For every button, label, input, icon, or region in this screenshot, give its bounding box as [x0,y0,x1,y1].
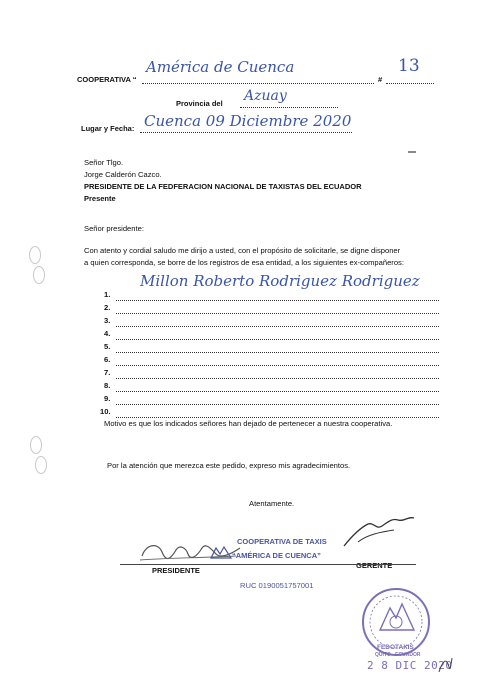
list-item: 5. [104,342,439,354]
binder-hole-middle [33,266,45,284]
date-stamp: 2 8 DIC 2020 [367,659,453,672]
binder-hole-top [29,246,41,264]
addressee-name: Jorge Calderón Cazco. [84,170,162,179]
atentamente-text: Atentamente. [249,499,295,508]
addressee-presente: Presente [84,194,116,203]
seal-name: FEDOTAXIS [377,644,414,651]
list-item: 8. [104,381,439,393]
seal-city: QUITO - ECUADOR [375,652,421,658]
lugar-fecha-line [140,132,352,133]
gerente-signature [338,512,418,552]
binder-hole-lower [30,436,42,454]
stamp-logo-icon [210,545,232,559]
list-item: 7. [104,368,439,380]
provincia-label: Provincia del [176,99,223,108]
margin-mark [408,147,416,153]
paragraph-line-1: Con atento y cordial saludo me dirijo a usted, con el propósito de solicitarle, se digne disponer [84,246,401,255]
number-label: # [378,75,383,84]
number-line [386,83,434,84]
binder-hole-bottom [35,456,47,474]
presidente-label: PRESIDENTE [152,566,200,575]
cooperativa-line [142,83,374,84]
stamp-cooperativa-line2: “AMÉRICA DE CUENCA” [232,551,321,560]
salutation: Señor presidente: [84,224,144,233]
list-item: 10. [100,407,439,419]
list-item: 3. [104,316,439,328]
date-stamp-initials [436,654,454,676]
list-item: 9. [104,394,439,406]
addressee-position: PRESIDENTE DE LA FEDFERACION NACIONAL DE TAXISTAS DEL ECUADOR [84,182,362,191]
provincia-line [240,107,338,108]
gerente-label: GERENTE [356,561,393,570]
lugar-fecha-handwritten: Cuenca 09 Diciembre 2020 [144,112,352,130]
signature-line [120,564,416,565]
provincia-handwritten: Azuay [244,88,287,104]
motivo-text: Motivo es que los indicados señores han dejado de pertenecer a nuestra cooperativa. [104,419,393,428]
paragraph-line-2: a quien corresponda, se borre de los registros de esa entidad, a los siguientes ex-compañeros: [84,258,404,267]
list-entry-1-handwritten: Millon Roberto Rodriguez Rodriguez [140,272,420,290]
addressee-title: Señor Tlgo. [84,158,124,167]
cooperativa-handwritten: América de Cuenca [146,58,295,76]
list-item: 2. [104,303,439,315]
stamp-ruc: RUC 0190051757001 [240,581,314,590]
lugar-fecha-label: Lugar y Fecha: [81,124,135,133]
number-handwritten: 13 [398,56,420,76]
closing-text: Por la atención que merezca este pedido, expreso mis agradecimientos. [107,461,351,470]
cooperativa-label: COOPERATIVA “ [77,75,137,84]
list-item: 6. [104,355,439,367]
list-item: 1. [104,290,439,302]
stamp-cooperativa-line1: COOPERATIVA DE TAXIS [237,537,327,546]
list-item: 4. [104,329,439,341]
